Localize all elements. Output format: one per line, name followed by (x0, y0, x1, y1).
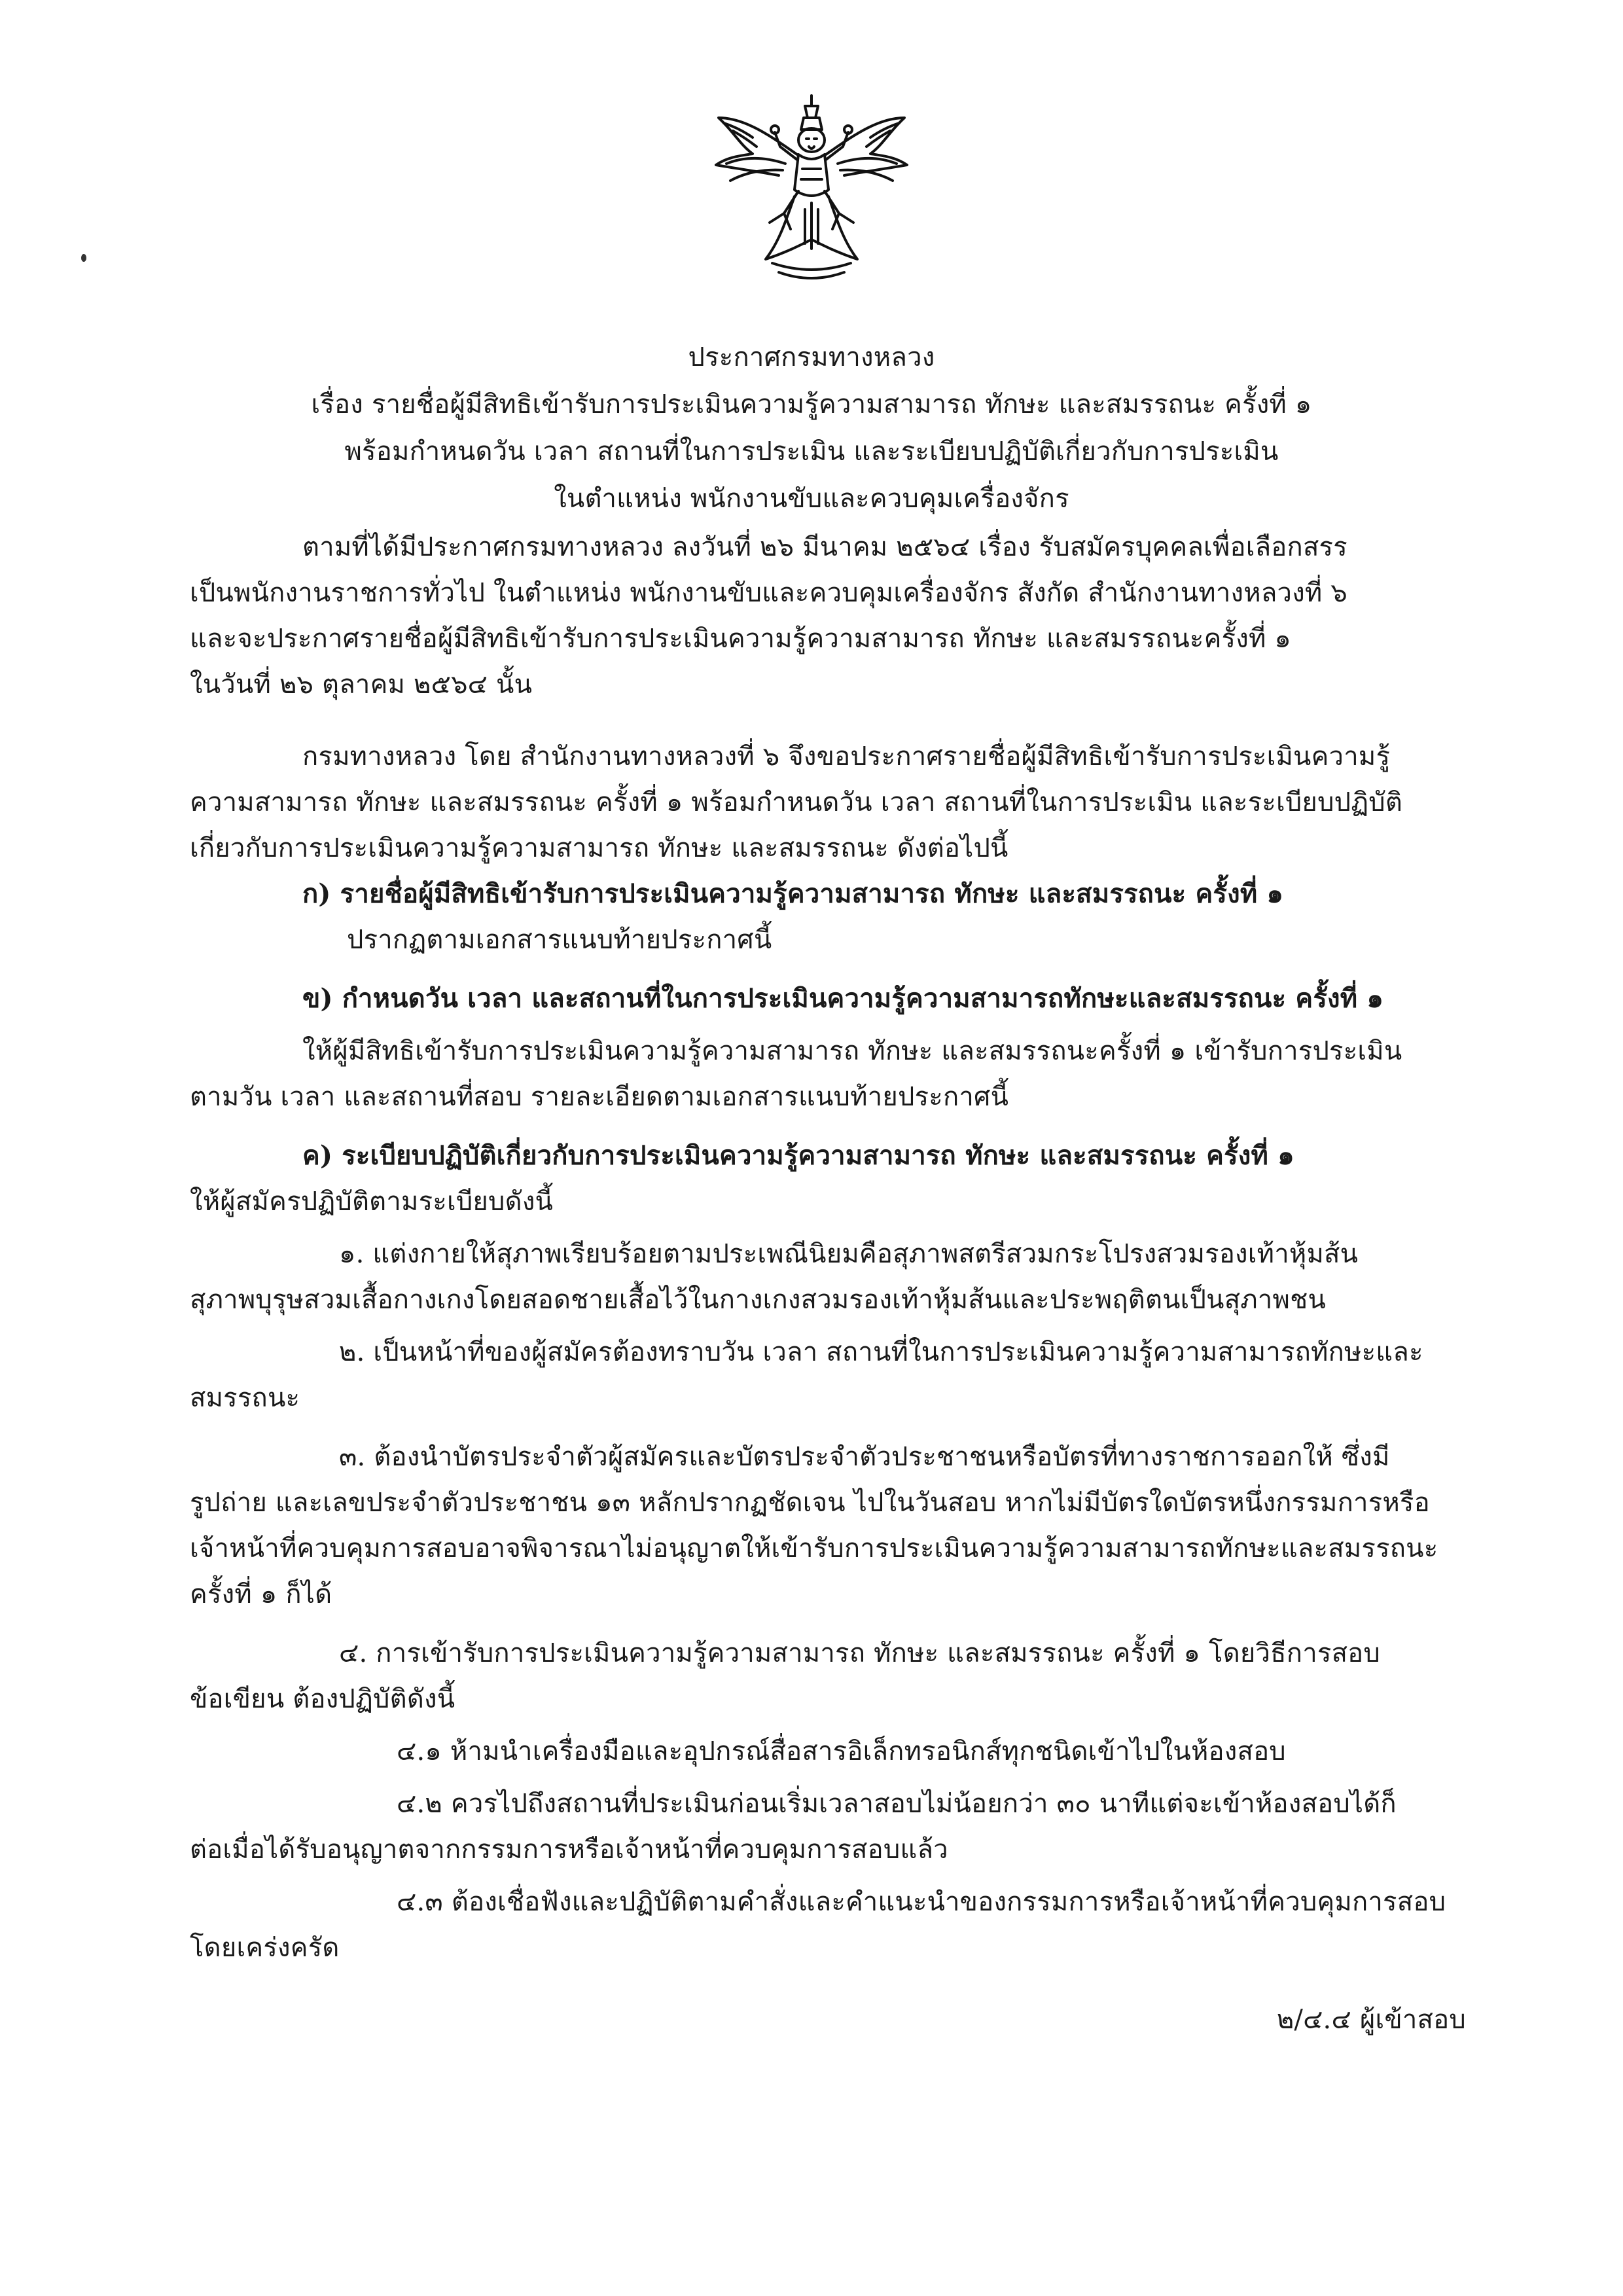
section-c-intro: ให้ผู้สมัครปฏิบัติตามระเบียบดังนี้ (190, 1187, 554, 1217)
subject-line-1: เรื่อง รายชื่อผู้มีสิทธิเข้ารับการประเมินความรู้ความสามารถ ทักษะ และสมรรถนะ ครั้งที่ ๑ (311, 389, 1312, 420)
intro-line-1: ตามที่ได้มีประกาศกรมทางหลวง ลงวันที่ ๒๖ มีนาคม ๒๕๖๔ เรื่อง รับสมัครบุคคลเพื่อเลือกสรร (302, 532, 1347, 562)
announce-line-1: กรมทางหลวง โดย สำนักงานทางหลวงที่ ๖ จึงขอประกาศรายชื่อผู้มีสิทธิเข้ารับการประเมินความรู้ (302, 742, 1391, 772)
rule-2-line-1: ๒. เป็นหน้าที่ของผู้สมัครต้องทราบวัน เวลา สถานที่ในการประเมินความรู้ความสามารถทักษะและ (339, 1337, 1423, 1367)
rule-4-2-line-2: ต่อเมื่อได้รับอนุญาตจากกรรมการหรือเจ้าหน้าที่ควบคุมการสอบแล้ว (190, 1835, 948, 1865)
rule-3-line-2: รูปถ่าย และเลขประจำตัวประชาชน ๑๓ หลักปรากฏชัดเจน ไปในวันสอบ หากไม่มีบัตรใดบัตรหนึ่งกรรมการหรือ (190, 1488, 1430, 1518)
intro-line-2: เป็นพนักงานราชการทั่วไป ในตำแหน่ง พนักงานขับและควบคุมเครื่องจักร สังกัด สำนักงานทางหลวงที่ ๖ (190, 578, 1347, 608)
rule-1-line-1: ๑. แต่งกายให้สุภาพเรียบร้อยตามประเพณีนิยมคือสุภาพสตรีสวมกระโปรงสวมรองเท้าหุ้มส้น (339, 1239, 1359, 1269)
rule-4-2-line-1: ๔.๒ ควรไปถึงสถานที่ประเมินก่อนเริ่มเวลาสอบไม่น้อยกว่า ๓๐ นาทีแต่จะเข้าห้องสอบได้ก็ (397, 1789, 1397, 1819)
subject-line-2: พร้อมกำหนดวัน เวลา สถานที่ในการประเมิน และระเบียบปฏิบัติเกี่ยวกับการประเมิน (344, 437, 1279, 467)
rule-2-line-2: สมรรถนะ (190, 1383, 300, 1413)
subject-line-3: ในตำแหน่ง พนักงานขับและควบคุมเครื่องจักร (554, 484, 1069, 514)
intro-line-4: ในวันที่ ๒๖ ตุลาคม ๒๕๖๔ นั้น (190, 670, 533, 700)
rule-4-3-line-2: โดยเคร่งครัด (190, 1933, 340, 1963)
rule-1-line-2: สุภาพบุรุษสวมเสื้อกางเกงโดยสอดชายเสื้อไว้ในกางเกงสวมรองเท้าหุ้มส้นและประพฤติตนเป็นสุภาพชน (190, 1285, 1326, 1315)
section-b-line-1: ให้ผู้มีสิทธิเข้ารับการประเมินความรู้ความสามารถ ทักษะ และสมรรถนะครั้งที่ ๑ เข้ารับการประเมิน (302, 1036, 1402, 1066)
garuda-emblem-icon (707, 92, 916, 288)
announce-line-2: ความสามารถ ทักษะ และสมรรถนะ ครั้งที่ ๑ พร้อมกำหนดวัน เวลา สถานที่ในการประเมิน และระเบียบปฏิบัติ (190, 787, 1403, 817)
rule-4-line-2: ข้อเขียน ต้องปฏิบัติดังนี้ (190, 1684, 455, 1714)
announce-line-3: เกี่ยวกับการประเมินความรู้ความสามารถ ทักษะ และสมรรถนะ ดังต่อไปนี้ (190, 833, 1008, 863)
scan-speck (81, 254, 86, 262)
intro-line-3: และจะประกาศรายชื่อผู้มีสิทธิเข้ารับการประเมินความรู้ความสามารถ ทักษะ และสมรรถนะครั้งที่ ๑ (190, 624, 1292, 654)
section-a-heading: ก) รายชื่อผู้มีสิทธิเข้ารับการประเมินความรู้ความสามารถ ทักษะ และสมรรถนะ ครั้งที่ ๑ (302, 878, 1284, 909)
rule-3-line-4: ครั้งที่ ๑ ก็ได้ (190, 1579, 332, 1609)
rule-4-line-1: ๔. การเข้ารับการประเมินความรู้ความสามารถ ทักษะ และสมรรถนะ ครั้งที่ ๑ โดยวิธีการสอบ (339, 1638, 1380, 1668)
rule-4-1: ๔.๑ ห้ามนำเครื่องมือและอุปกรณ์สื่อสารอิเล็กทรอนิกส์ทุกชนิดเข้าไปในห้องสอบ (397, 1736, 1286, 1767)
section-c-heading: ค) ระเบียบปฏิบัติเกี่ยวกับการประเมินความรู้ความสามารถ ทักษะ และสมรรถนะ ครั้งที่ ๑ (302, 1140, 1294, 1171)
announcement-title: ประกาศกรมทางหลวง (688, 342, 935, 372)
section-b-heading: ข) กำหนดวัน เวลา และสถานที่ในการประเมินความรู้ความสามารถทักษะและสมรรถนะ ครั้งที่ ๑ (302, 983, 1384, 1014)
section-b-line-2: ตามวัน เวลา และสถานที่สอบ รายละเอียดตามเอกสารแนบท้ายประกาศนี้ (190, 1082, 1009, 1112)
section-a-body: ปรากฏตามเอกสารแนบท้ายประกาศนี้ (347, 925, 772, 955)
page-continuation: ๒/๔.๔ ผู้เข้าสอบ (1276, 2005, 1466, 2035)
rule-3-line-3: เจ้าหน้าที่ควบคุมการสอบอาจพิจารณาไม่อนุญาตให้เข้ารับการประเมินความรู้ความสามารถทักษะและสมรรถนะ (190, 1534, 1438, 1564)
rule-3-line-1: ๓. ต้องนำบัตรประจำตัวผู้สมัครและบัตรประจำตัวประชาชนหรือบัตรที่ทางราชการออกให้ ซึ่งมี (339, 1442, 1390, 1472)
rule-4-3-line-1: ๔.๓ ต้องเชื่อฟังและปฏิบัติตามคำสั่งและคำแนะนำของกรรมการหรือเจ้าหน้าที่ควบคุมการสอบ (397, 1887, 1446, 1917)
